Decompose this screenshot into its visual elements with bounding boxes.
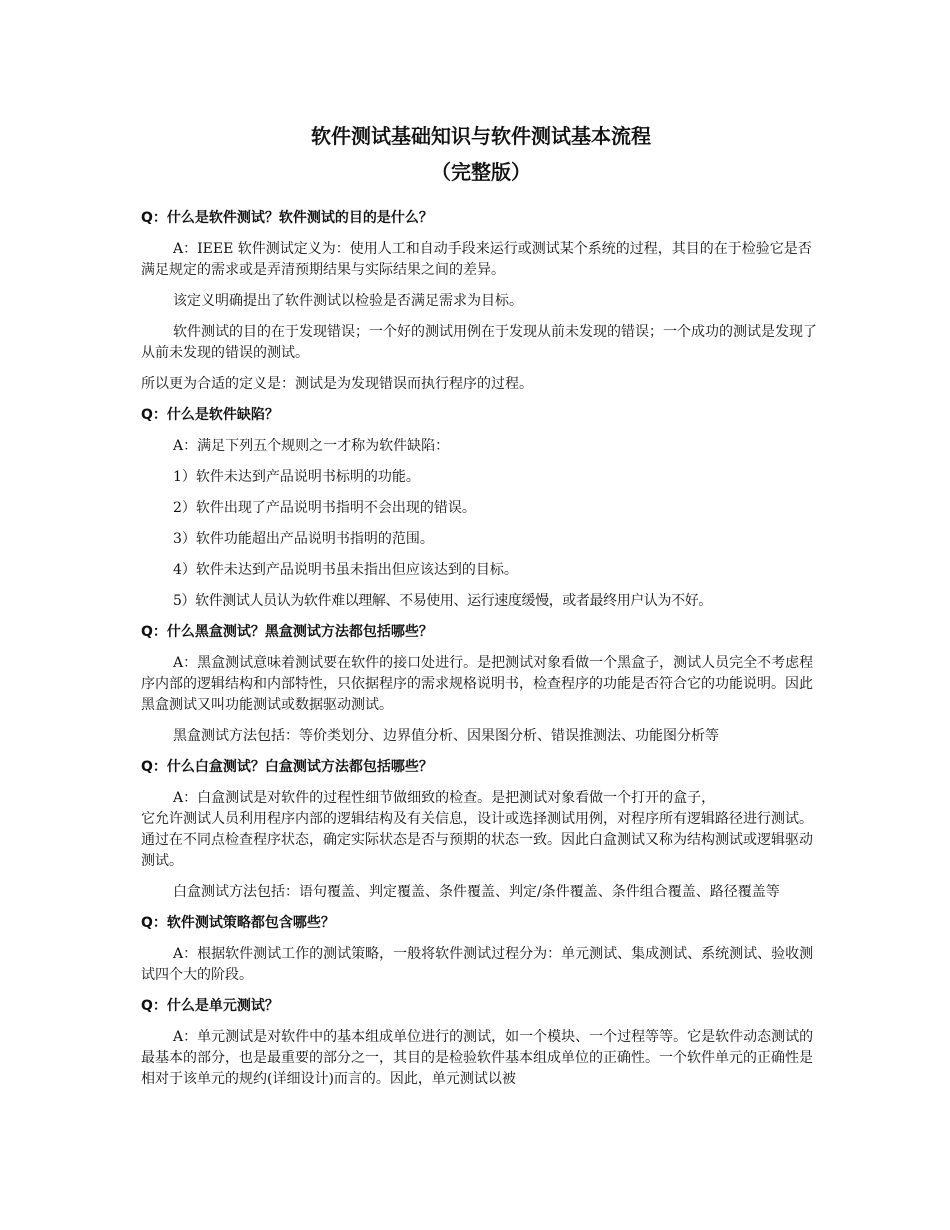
section-white-box [141, 757, 821, 903]
paragraph: 黑盒测试方法包括：等价类划分、边界值分析、因果图分析、错误推测法、功能图分析等 [173, 728, 719, 744]
answer-paragraph: A：单元测试是对软件中的基本组成单位进行的测试，如一个模块、一个过程等等。它是软件动态测试的最基本的部分，也是最重要的部分之一，其目的是检验软件基本组成单位的正确性。一个软件单元的正确性是相对于该单元的规约(详细设计)而言的。因此，单元测试以被 [141, 1029, 814, 1087]
document-subtitle: （完整版） [431, 160, 531, 184]
answer-first-line: A：白盒测试是对软件的过程性细节做细致的检查。是把测试对象看做一个打开的盒子， [173, 790, 716, 806]
answer-rest: 它允许测试人员利用程序内部的逻辑结构及有关信息，设计或选择测试用例，对程序所有逻辑路径进行测试。通过在不同点检查程序状态，确定实际状态是否与预期的状态一致。因此白盒测试又称为结构测试或逻辑驱动测试。 [141, 811, 813, 869]
question-heading: Q：软件测试策略都包含哪些？ [141, 915, 335, 931]
question-heading: Q：什么是单元测试？ [141, 998, 279, 1014]
paragraph: 所以更为合适的定义是：测试是为发现错误而执行程序的过程。 [141, 376, 533, 392]
question-heading: Q：什么是软件缺陷？ [141, 407, 279, 423]
section-software-defect [141, 405, 821, 612]
question-heading: Q：什么黑盒测试？黑盒测试方法都包括哪些？ [141, 624, 433, 640]
section-test-strategy [141, 913, 821, 986]
list-item: 2）软件出现了产品说明书指明不会出现的错误。 [173, 500, 476, 516]
paragraph: 该定义明确提出了软件测试以检验是否满足需求为目标。 [173, 293, 523, 309]
answer-paragraph [141, 788, 821, 872]
paragraph: 白盒测试方法包括：语句覆盖、判定覆盖、条件覆盖、判定/条件覆盖、条件组合覆盖、路径覆盖等 [173, 884, 780, 900]
section-black-box [141, 622, 821, 747]
section-what-is-testing [141, 208, 821, 395]
list-item: 5）软件测试人员认为软件难以理解、不易使用、运行速度缓慢，或者最终用户认为不好。 [173, 593, 712, 609]
document-page [141, 118, 821, 1100]
answer-paragraph: A：根据软件测试工作的测试策略，一般将软件测试过程分为：单元测试、集成测试、系统测试、验收测试四个大的阶段。 [141, 946, 814, 983]
answer-paragraph: A：IEEE 软件测试定义为：使用人工和自动手段来运行或测试某个系统的过程，其目的在于检验它是否满足规定的需求或是弄清预期结果与实际结果之间的差异。 [141, 241, 812, 278]
list-item: 4）软件未达到产品说明书虽未指出但应该达到的目标。 [173, 562, 518, 578]
document-title: 软件测试基础知识与软件测试基本流程 [311, 124, 651, 148]
question-heading: Q：什么是软件测试？软件测试的目的是什么？ [141, 210, 433, 226]
answer-paragraph: A：满足下列五个规则之一才称为软件缺陷： [173, 438, 450, 454]
section-unit-testing [141, 996, 821, 1090]
list-item: 3）软件功能超出产品说明书指明的范围。 [173, 531, 434, 547]
list-item: 1）软件未达到产品说明书标明的功能。 [173, 469, 420, 485]
question-heading: Q：什么白盒测试？白盒测试方法都包括哪些？ [141, 759, 433, 775]
answer-paragraph: A：黑盒测试意味着测试要在软件的接口处进行。是把测试对象看做一个黑盒子，测试人员完全不考虑程序内部的逻辑结构和内部特性，只依据程序的需求规格说明书，检查程序的功能是否符合它的功能说明。因此黑盒测试又叫功能测试或数据驱动测试。 [141, 655, 814, 713]
paragraph: 软件测试的目的在于发现错误；一个好的测试用例在于发现从前未发现的错误；一个成功的测试是发现了从前未发现的错误的测试。 [141, 324, 817, 361]
